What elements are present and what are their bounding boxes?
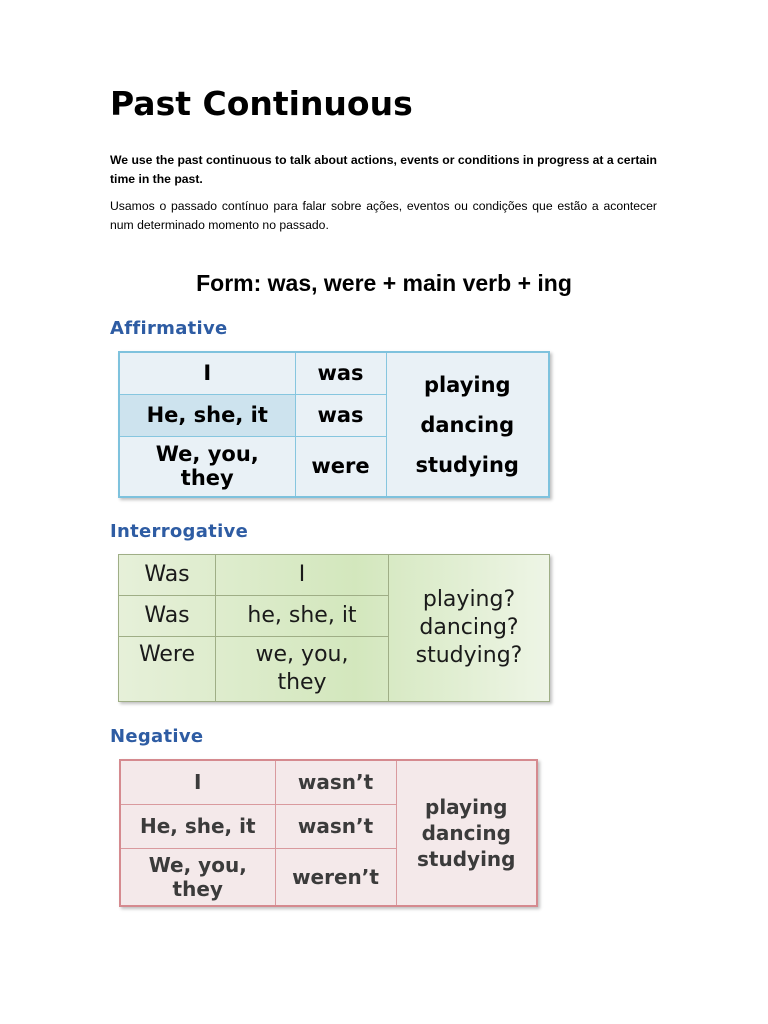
verbs-cell: [386, 352, 549, 497]
aux-cell: wasn’t: [275, 760, 396, 804]
verb-item: dancing: [421, 821, 511, 845]
subject-cell: I: [120, 760, 275, 804]
affirmative-heading: Affirmative: [110, 318, 228, 339]
intro-english: We use the past continuous to talk about actions, events or conditions in progress at a certain time in the past.: [110, 153, 657, 186]
verb-item: dancing: [420, 412, 515, 437]
table-row: [119, 352, 549, 394]
verb-item: studying: [417, 847, 516, 871]
verb-item: dancing?: [419, 615, 519, 640]
subject-cell: we, you, they: [216, 637, 389, 702]
page-title: Past Continuous: [110, 84, 413, 123]
subject-cell: We, you, they: [120, 848, 275, 906]
interrogative-heading: Interrogative: [110, 521, 249, 542]
affirmative-table: [118, 351, 550, 498]
aux-cell: wasn’t: [275, 804, 396, 848]
negative-table: [119, 759, 538, 907]
form-heading: Form: was, were + main verb + ing: [196, 270, 572, 296]
subject-cell: He, she, it: [120, 804, 275, 848]
aux-cell: Was: [119, 596, 216, 637]
subject-cell: I: [216, 555, 389, 596]
aux-cell: weren’t: [275, 848, 396, 906]
verbs-cell: [396, 760, 537, 906]
verb-item: studying: [415, 452, 519, 477]
aux-cell: were: [295, 436, 386, 497]
verbs-cell: [389, 555, 550, 702]
subject-cell: He, she, it: [119, 394, 295, 436]
interrogative-table: [118, 554, 550, 702]
intro-portuguese: Usamos o passado contínuo para falar sobre ações, eventos ou condições que estão a acontecer num determinado momento no passado.: [110, 199, 657, 232]
table-row: [120, 760, 537, 804]
negative-heading: Negative: [110, 726, 204, 747]
aux-cell: was: [295, 352, 386, 394]
verb-item: playing: [423, 372, 511, 397]
aux-cell: Was: [119, 555, 216, 596]
subject-cell: he, she, it: [216, 596, 389, 637]
aux-cell: was: [295, 394, 386, 436]
table-row: [119, 555, 550, 596]
subject-cell: We, you, they: [119, 436, 295, 497]
verb-item: playing?: [422, 587, 516, 612]
verb-item: playing: [425, 795, 508, 819]
subject-cell: I: [119, 352, 295, 394]
verb-item: studying?: [415, 643, 523, 668]
aux-cell: Were: [119, 637, 216, 702]
